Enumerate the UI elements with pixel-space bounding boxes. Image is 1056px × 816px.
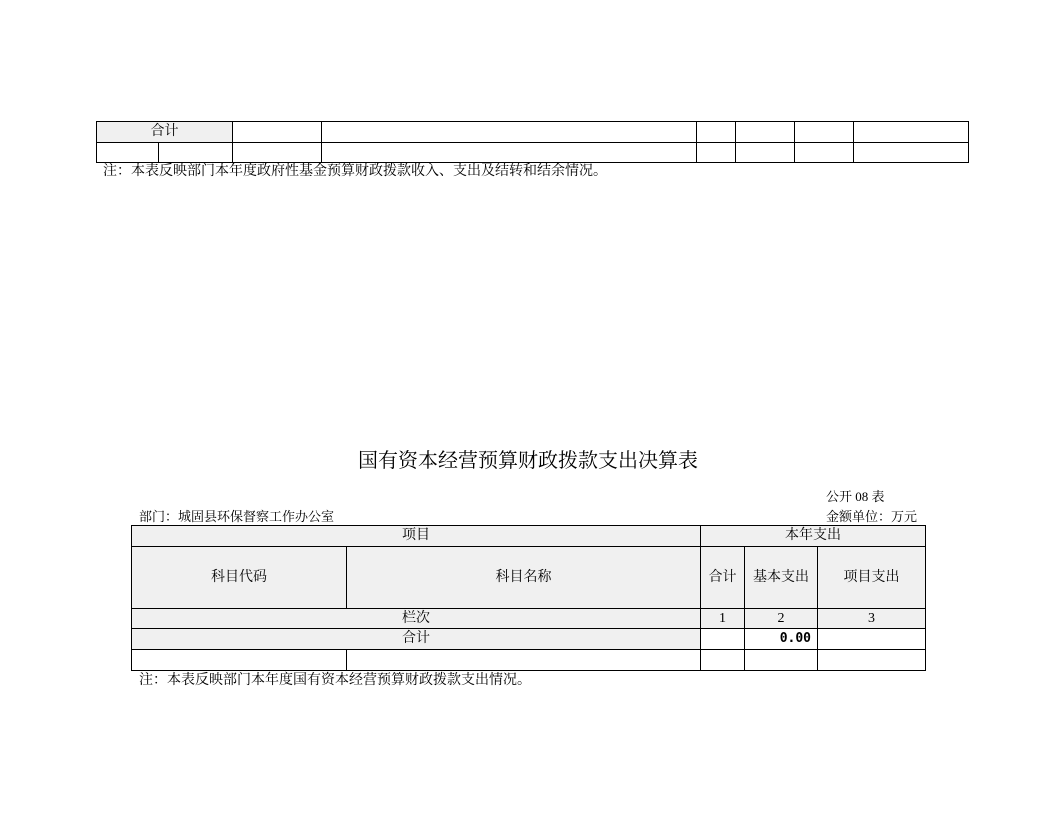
header-current-year-expenditure: 本年支出: [700, 525, 926, 547]
header-subject-code: 科目代码: [131, 546, 347, 609]
data-row-subject-name: [346, 649, 701, 671]
top-table-cell: [853, 121, 969, 143]
top-table-cell: [158, 142, 233, 163]
top-table-cell: [735, 121, 795, 143]
top-table-cell: [321, 142, 697, 163]
top-table-note: 注：本表反映部门本年度政府性基金预算财政拨款收入、支出及结转和结余情况。: [103, 164, 607, 179]
top-table-cell: [696, 121, 736, 143]
form-number: 公开 08 表: [826, 489, 885, 504]
column-index-total: 1: [700, 608, 745, 629]
column-index-project: 3: [817, 608, 926, 629]
header-project-expenditure: 项目支出: [817, 546, 926, 609]
data-row-basic: [744, 649, 818, 671]
budget-table: [131, 525, 926, 671]
top-table-cell: [96, 142, 159, 163]
header-total: 合计: [700, 546, 745, 609]
top-table-cell: [696, 142, 736, 163]
total-row-project-value: [817, 628, 926, 650]
top-table-cell: [853, 142, 969, 163]
column-index-label: 栏次: [131, 608, 701, 629]
top-table-cell: [735, 142, 795, 163]
top-table-cell: [794, 121, 854, 143]
total-row-label: 合计: [131, 628, 701, 650]
data-row-project: [817, 649, 926, 671]
data-row-total: [700, 649, 745, 671]
page-title: 国有资本经营预算财政拨款支出决算表: [358, 448, 698, 472]
table-note: 注：本表反映部门本年度国有资本经营预算财政拨款支出情况。: [139, 673, 531, 688]
top-table-cell: [794, 142, 854, 163]
data-row-subject-code: [131, 649, 347, 671]
header-subject-name: 科目名称: [346, 546, 701, 609]
top-table: [96, 121, 969, 163]
header-basic-expenditure: 基本支出: [744, 546, 818, 609]
top-table-total-label: 合计: [96, 121, 233, 143]
top-table-cell: [232, 142, 322, 163]
department-label: 部门：城固县环保督察工作办公室: [139, 509, 335, 524]
total-row-basic-value: 0.00: [744, 628, 818, 650]
top-table-cell: [321, 121, 697, 143]
top-table-cell: [232, 121, 322, 143]
column-index-basic: 2: [744, 608, 818, 629]
total-row-total-value: [700, 628, 745, 650]
amount-unit-label: 金额单位：万元: [826, 509, 918, 524]
header-item: 项目: [131, 525, 701, 547]
